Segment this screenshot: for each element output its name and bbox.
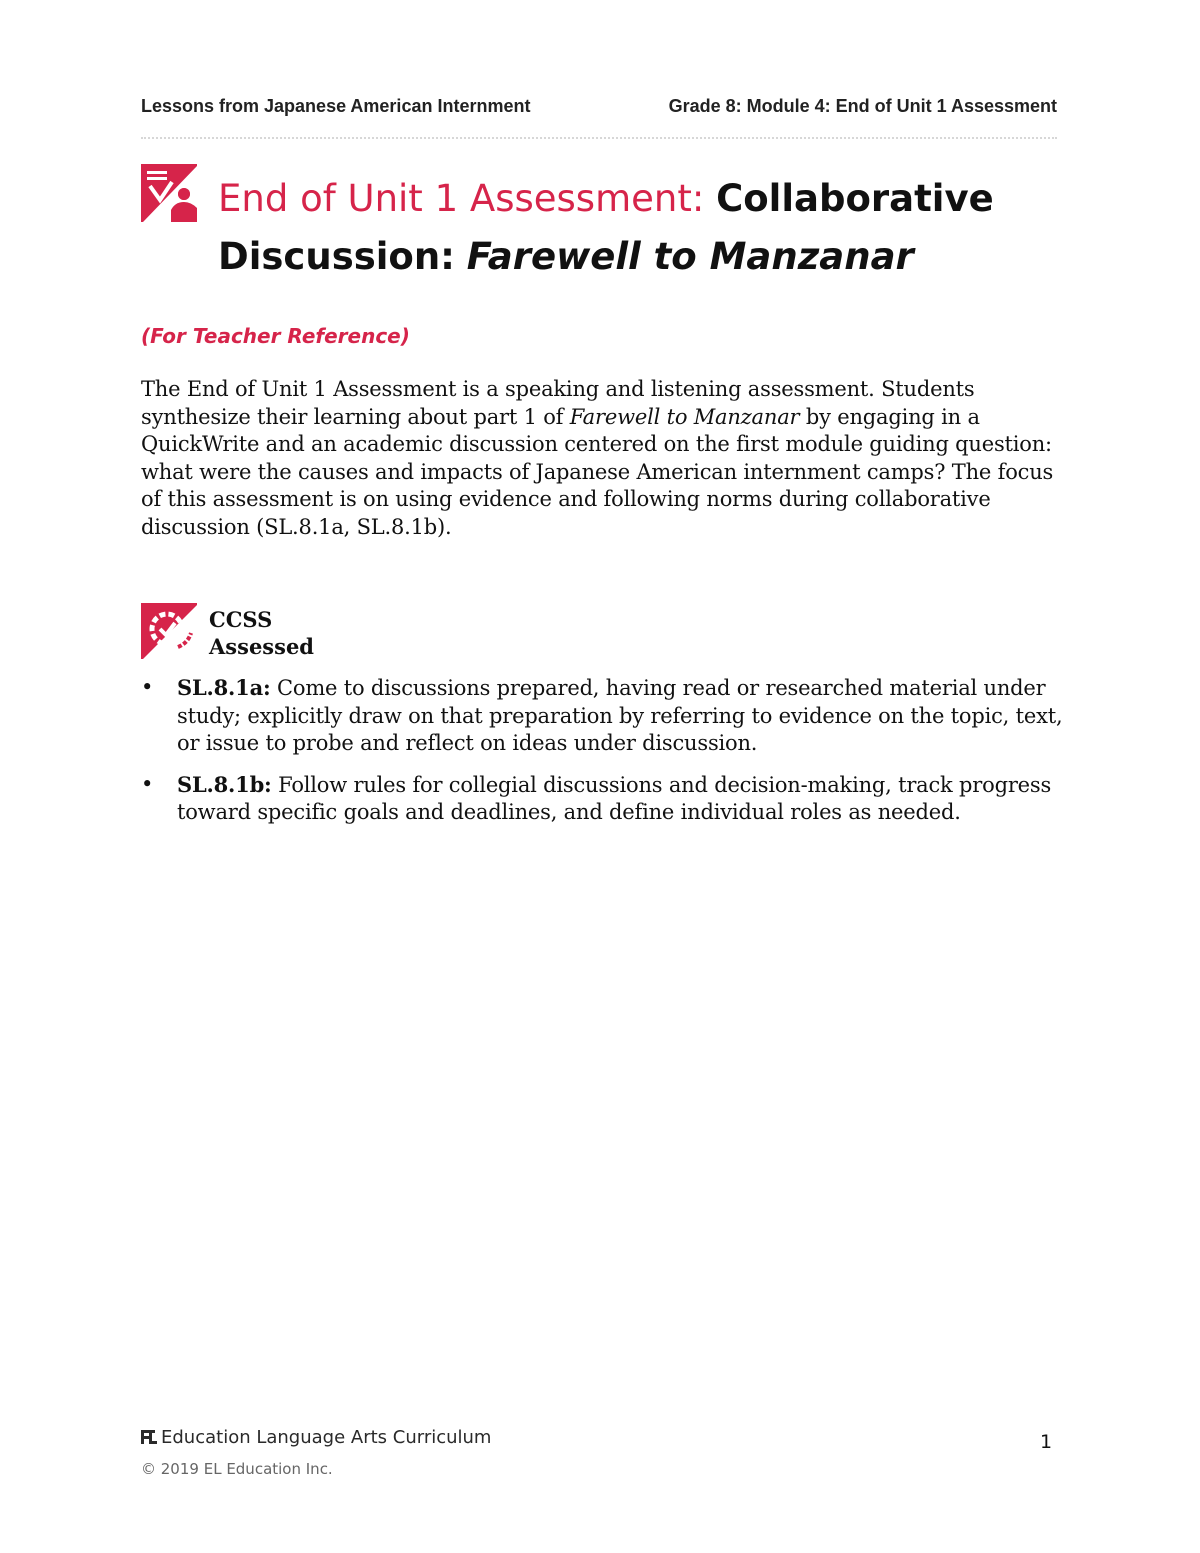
intro-book-title: Farewell to Manzanar: [569, 404, 800, 429]
standard-text: Follow rules for collegial discussions and decision-making, track progress toward specific goals and deadlines, and define individual roles as needed.: [177, 772, 1052, 824]
standard-code: SL.8.1a:: [177, 675, 271, 700]
standard-item: [141, 771, 1071, 827]
header-unit-title: Lessons from Japanese American Internment: [141, 96, 531, 116]
title-main-2: Discussion:: [218, 235, 455, 278]
page-title: [218, 170, 1048, 286]
intro-paragraph: [141, 376, 1071, 541]
title-book: Farewell to Manzanar: [466, 235, 914, 278]
footer-brand-text: Education Language Arts Curriculum: [161, 1426, 492, 1448]
ccss-heading-line-2: Assessed: [209, 634, 314, 659]
ccss-heading-line-1: CCSS: [209, 607, 273, 632]
header-module-title: Grade 8: Module 4: End of Unit 1 Assessment: [668, 96, 1057, 116]
title-main-1: Collaborative: [716, 177, 994, 220]
footer-brand: [141, 1424, 491, 1450]
title-prefix: End of Unit 1 Assessment:: [218, 177, 705, 220]
page-header: [141, 96, 1057, 122]
bullet-icon: •: [141, 771, 154, 796]
standard-text: Come to discussions prepared, having read or researched material under study; explicitly draw on that preparation by referring to evidence on the topic, text, or issue to probe and reflect on ideas under discussion.: [177, 676, 1063, 755]
standard-code: SL.8.1b:: [177, 771, 272, 797]
header-divider: [141, 137, 1057, 139]
ccss-seal-icon: [141, 603, 197, 659]
standard-item: [141, 674, 1071, 758]
teacher-reference-label: (For Teacher Reference): [141, 324, 410, 348]
footer-copyright: © 2019 EL Education Inc.: [141, 1460, 333, 1478]
page-number: 1: [1040, 1431, 1053, 1453]
intro-part-2: by engaging in a QuickWrite and an academic discussion centered on the first module guiding question: what were the causes and impacts of Japanese American internment camps? The focus of this assessment is on using evidence and following norms during collaborative discussion (SL.8.1a, SL.8.1b).: [141, 404, 1054, 539]
assessment-icon: [141, 164, 197, 222]
ccss-heading: [209, 606, 314, 660]
intro-part-1: The End of Unit 1 Assessment is a speaking and listening assessment. Students synthesize their learning about part 1 of: [141, 377, 975, 429]
standards-list: [141, 674, 1071, 840]
bullet-icon: •: [141, 675, 154, 699]
el-logo-icon: [141, 1428, 157, 1446]
